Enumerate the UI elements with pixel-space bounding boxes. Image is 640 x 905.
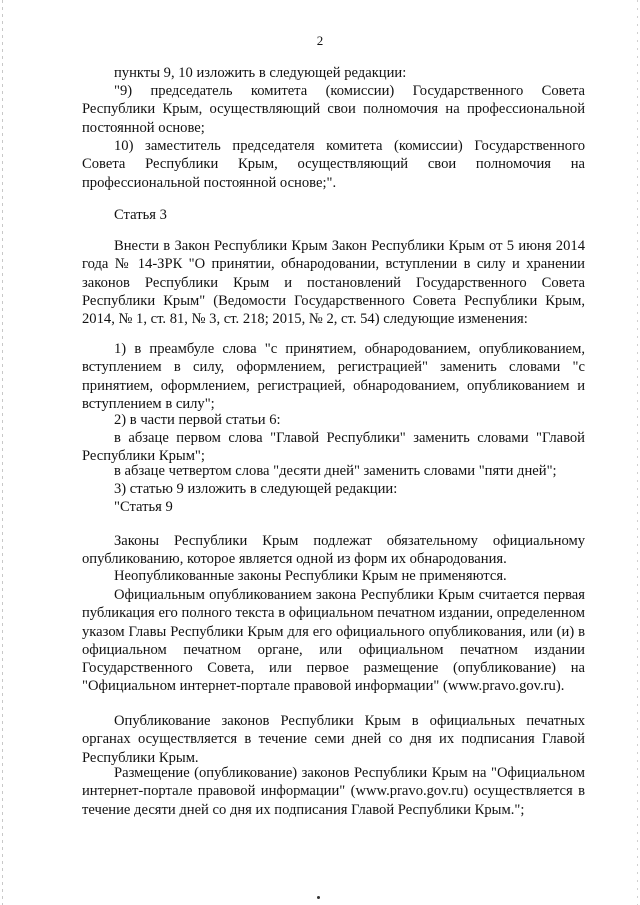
scan-edge-left bbox=[2, 0, 3, 905]
paragraph-mandatory-publication: Законы Республики Крым подлежат обязательному официальному опубликованию, которое является одной из форм их обнародования. bbox=[82, 533, 585, 568]
paragraph-abzac-first: в абзаце первом слова "Главой Республики" заменить словами "Главой Республики Крым"; bbox=[82, 430, 585, 465]
paragraph-unpublished: Неопубликованные законы Республики Крым не применяются. bbox=[114, 568, 507, 584]
scan-edge-right bbox=[637, 0, 638, 905]
scan-mark bbox=[317, 896, 320, 899]
paragraph-intro: пункты 9, 10 изложить в следующей редакции: bbox=[114, 65, 407, 81]
paragraph-official-publication: Официальным опубликованием закона Республики Крым считается первая публикация его полного текста в официальном печатном издании, определенном указом Главы Республики Крым для его официального опубликования, или (и) в официальном печатном органе, или официальном печатном издании Государственного Совета, или первое размещение (опубликование) на "Официальном интернет-портале правовой информации" (www.pravo.gov.ru). bbox=[82, 587, 585, 695]
paragraph-article-6: 2) в части первой статьи 6: bbox=[114, 412, 281, 428]
paragraph-article-9-intro: 3) статью 9 изложить в следующей редакции: bbox=[114, 481, 398, 497]
paragraph-item-9: "9) председатель комитета (комиссии) Государственного Совета Республики Крым, осуществляющий свои полномочия на профессиональной постоянной основе; bbox=[82, 83, 585, 136]
article-9-heading: "Статья 9 bbox=[114, 499, 173, 515]
paragraph-portal-publication: Размещение (опубликование) законов Республики Крым на "Официальном интернет-портале правовой информации" (www.pravo.gov.ru) осуществляется в течение десяти дней со дня их подписания Главой Республики Крым."; bbox=[82, 765, 585, 818]
page-number: 2 bbox=[316, 33, 324, 48]
paragraph-amendment-intro: Внести в Закон Республики Крым Закон Республики Крым от 5 июня 2014 года № 14-ЗРК "О принятии, обнародовании, вступлении в силу и хранении законов Республики Крым и постановлений Государственного Совета Республики Крым" (Ведомости Государственного Совета Республики Крым, 2014, № 1, ст. 81, № 3, ст. 218; 2015, № 2, ст. 54) следующие изменения: bbox=[82, 238, 585, 328]
paragraph-preamble-change: 1) в преамбуле слова "с принятием, обнародованием, опубликованием, вступлением в силу, оформлением, регистрацией" заменить словами "с принятием, оформлением, регистрацией, обнародованием, опубликованием и вступлением в силу"; bbox=[82, 341, 585, 412]
paragraph-abzac-fourth: в абзаце четвертом слова "десяти дней" заменить словами "пяти дней"; bbox=[114, 463, 557, 479]
paragraph-print-publication: Опубликование законов Республики Крым в официальных печатных органах осуществляется в течение семи дней со дня их подписания Главой Республики Крым. bbox=[82, 713, 585, 766]
article-heading: Статья 3 bbox=[114, 207, 167, 223]
paragraph-item-10: 10) заместитель председателя комитета (комиссии) Государственного Совета Республики Крым, осуществляющий свои полномочия на профессиональной постоянной основе;". bbox=[82, 138, 585, 191]
